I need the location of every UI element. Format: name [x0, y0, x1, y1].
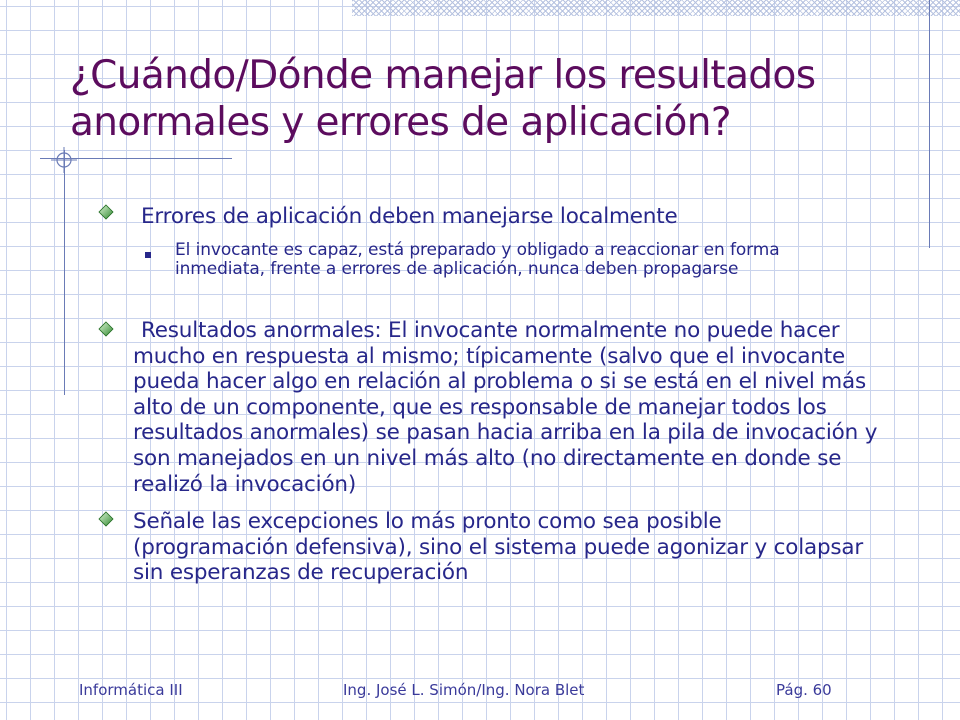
crosshair-icon	[51, 147, 77, 173]
decorative-vertical-line	[64, 150, 65, 395]
footer-authors: Ing. José L. Simón/Ing. Nora Blet	[343, 681, 585, 699]
bullet-resultados-anormales: Resultados anormales: El invocante normalmente no puede hacer mucho en respuesta al mismo; típicamente (salvo que el invocante pueda hacer algo en relación al problema o si se está en el nivel más alto de un componente, que es responsable de manejar todos los resultados anormales) se pasan hacia arriba en la pila de invocación y son manejados en un nivel más alto (no directamente en donde se realizó la invocación)	[133, 318, 878, 497]
diamond-bullet-icon	[98, 321, 114, 337]
bullet-senale-excepciones: Señale las excepciones lo más pronto como sea posible (programación defensiva), sino el sistema puede agonizar y colapsar sin esperanzas de recuperación	[133, 509, 864, 586]
subbullet-invocante: El invocante es capaz, está preparado y obligado a reaccionar en forma inmediata, frente a errores de aplicación, nunca deben propagarse	[175, 240, 780, 279]
square-bullet-icon	[145, 252, 151, 258]
slide-title: ¿Cuándo/Dónde manejar los resultados anormales y errores de aplicación?	[70, 53, 816, 145]
diamond-bullet-icon	[98, 204, 114, 220]
footer-course: Informática III	[79, 681, 183, 699]
footer-page-number: Pág. 60	[776, 681, 832, 699]
decorative-hatch-band	[352, 0, 960, 16]
decorative-vertical-line	[929, 0, 930, 248]
diamond-bullet-icon	[98, 511, 114, 527]
bullet-errores-aplicacion: Errores de aplicación deben manejarse localmente	[141, 204, 678, 229]
